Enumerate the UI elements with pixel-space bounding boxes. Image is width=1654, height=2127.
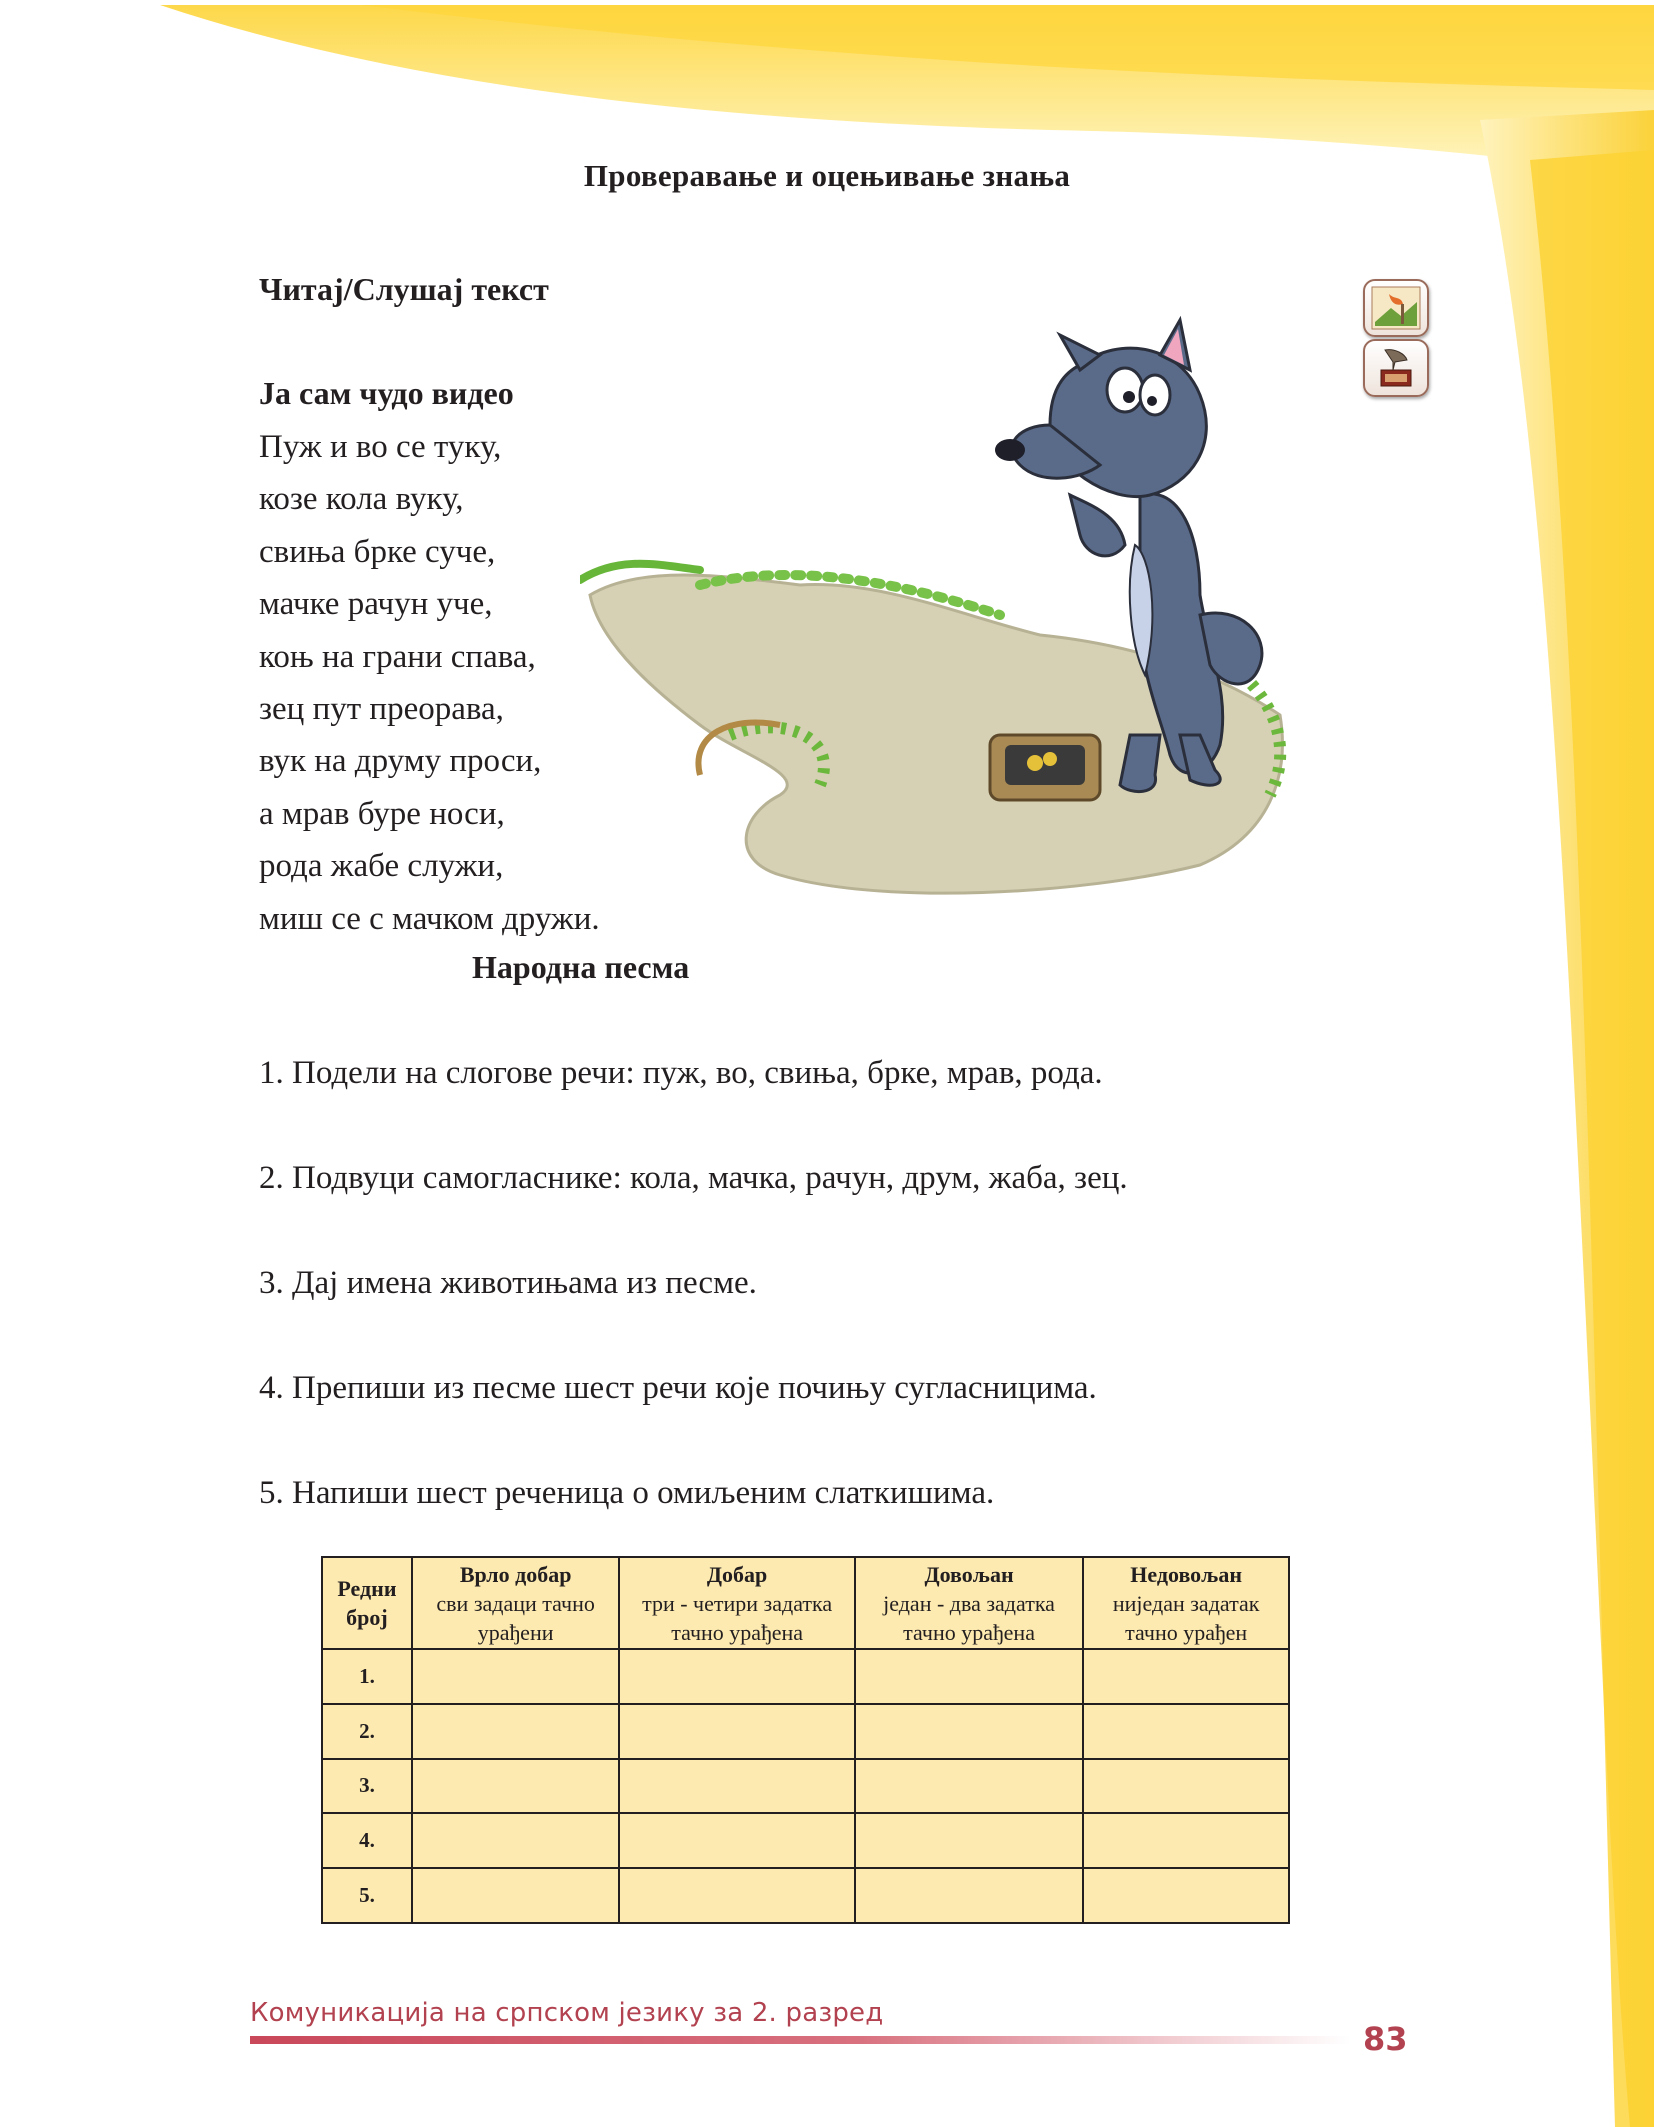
table-header-row [322, 1557, 1289, 1649]
row-number: 5. [322, 1868, 412, 1923]
header-grade-sufficient [855, 1557, 1083, 1649]
task-1: 1. Подели на слогове речи: пуж, во, свиња, брке, мрав, рода. [259, 1055, 1103, 1091]
grade-cell[interactable] [619, 1649, 854, 1704]
table-row [322, 1868, 1289, 1923]
grading-table [321, 1556, 1290, 1924]
table-row [322, 1704, 1289, 1759]
poem-line: свиња брке суче, [259, 533, 496, 570]
grade-cell[interactable] [619, 1759, 854, 1814]
poem-line: зец пут преорава, [259, 691, 504, 728]
poem-text [259, 421, 600, 945]
grade-cell[interactable] [619, 1868, 854, 1923]
poem-line: коњ на грани спава, [259, 638, 536, 675]
grade-cell[interactable] [1083, 1649, 1289, 1704]
section-heading: Читај/Слушај текст [259, 271, 549, 307]
footer-divider [250, 2036, 1350, 2044]
header-grade-very-good [412, 1557, 620, 1649]
wolf-illustration [580, 315, 1300, 915]
grade-cell[interactable] [1083, 1759, 1289, 1814]
audio-button[interactable] [1363, 339, 1429, 397]
table-row [322, 1649, 1289, 1704]
grade-cell[interactable] [1083, 1813, 1289, 1868]
poem-line: рода жабе служи, [259, 848, 504, 885]
poem-line: миш се с мачком дружи. [259, 900, 600, 937]
gramophone-icon [1371, 346, 1421, 390]
grade-cell[interactable] [412, 1868, 620, 1923]
grade-cell[interactable] [855, 1868, 1083, 1923]
poem-line: Пуж и во се туку, [259, 429, 502, 465]
grade-name: Довољан [924, 1561, 1014, 1587]
poem-source: Народна песма [472, 949, 690, 985]
poem-line: вук на друму проси, [259, 743, 542, 780]
header-ordinal [322, 1557, 412, 1649]
poem-line: мачке рачун уче, [259, 586, 493, 623]
row-number: 4. [322, 1813, 412, 1868]
grade-criterion-line2: тачно урађена [903, 1619, 1035, 1645]
row-number: 2. [322, 1704, 412, 1759]
picture-button[interactable] [1363, 279, 1429, 337]
poem-title: Ја сам чудо видео [259, 375, 514, 411]
grade-name: Врло добар [459, 1561, 572, 1587]
grade-cell[interactable] [619, 1813, 854, 1868]
grade-cell[interactable] [412, 1704, 620, 1759]
grade-criterion-line1: сви задаци тачно [436, 1590, 595, 1616]
page-title: Проверавање и оцењивање знања [583, 158, 1071, 193]
task-4: 4. Препиши из песме шест речи које почињу сугласницима. [259, 1370, 1097, 1406]
header-grade-good [619, 1557, 854, 1649]
grade-name: Недовољан [1130, 1561, 1243, 1587]
task-2: 2. Подвуци самогласнике: кола, мачка, рачун, друм, жаба, зец. [259, 1160, 1128, 1196]
table-row [322, 1813, 1289, 1868]
grade-cell[interactable] [619, 1704, 854, 1759]
header-grade-insufficient [1083, 1557, 1289, 1649]
picture-icon [1371, 286, 1421, 330]
grade-cell[interactable] [855, 1649, 1083, 1704]
grade-criterion-line2: тачно урађен [1125, 1619, 1248, 1645]
grade-cell[interactable] [855, 1813, 1083, 1868]
grade-name: Добар [706, 1561, 768, 1587]
grade-cell[interactable] [1083, 1704, 1289, 1759]
header-ordinal-line1: Редни [337, 1576, 397, 1601]
grade-cell[interactable] [1083, 1868, 1289, 1923]
footer-book-title: Комуникација на српском језику за 2. разред [250, 1998, 884, 2028]
task-5: 5. Напиши шест реченица о омиљеним слаткишима. [259, 1475, 995, 1511]
page-number: 83 [1363, 2020, 1408, 2058]
grade-cell[interactable] [412, 1759, 620, 1814]
grade-cell[interactable] [855, 1704, 1083, 1759]
grade-criterion-line1: један - два задатка [883, 1590, 1055, 1616]
table-row [322, 1759, 1289, 1814]
grade-criterion-line2: тачно урађена [671, 1619, 803, 1645]
poem-line: козе кола вуку, [259, 481, 464, 518]
task-3: 3. Дај имена животињама из песме. [259, 1265, 757, 1301]
row-number: 3. [322, 1759, 412, 1814]
header-ordinal-line2: број [346, 1605, 388, 1630]
grade-criterion-line1: ниједан задатак [1112, 1590, 1260, 1616]
poem-line: а мрав буре носи, [259, 795, 505, 832]
grade-criterion-line2: урађени [477, 1619, 554, 1645]
grade-criterion-line1: три - четири задатка [642, 1590, 833, 1616]
grade-cell[interactable] [412, 1649, 620, 1704]
row-number: 1. [322, 1649, 412, 1704]
grade-cell[interactable] [412, 1813, 620, 1868]
grade-cell[interactable] [855, 1759, 1083, 1814]
